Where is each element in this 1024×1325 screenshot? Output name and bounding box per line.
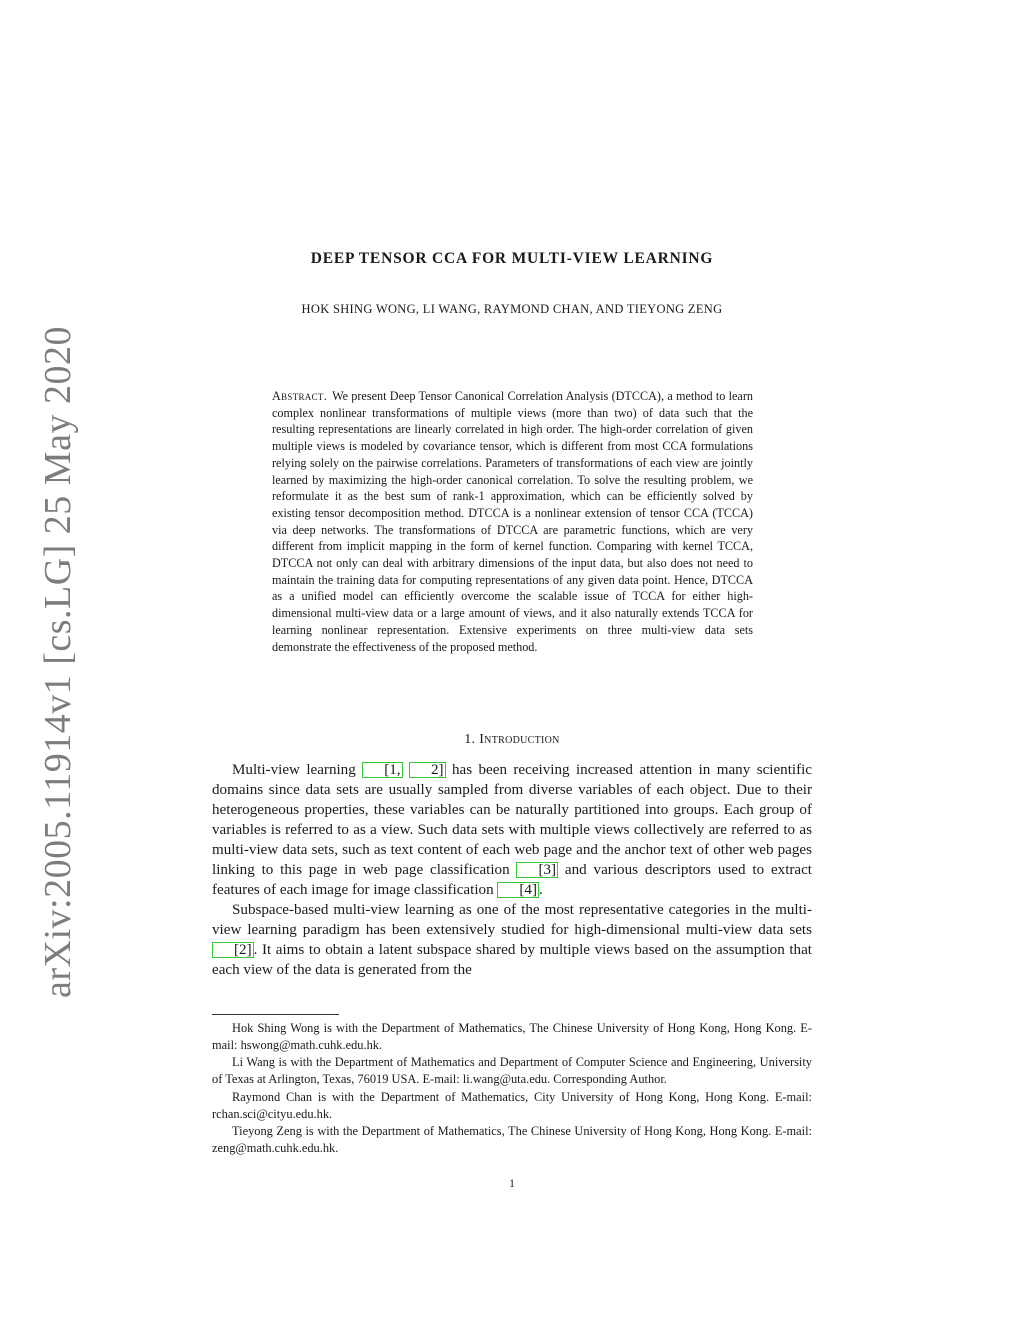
intro-text: Subspace-based multi-view learning as one of the most representative categories in the multi-view learning paradigm has been extensively studied for high-dimensional multi-view data sets: [212, 902, 812, 938]
citation-link[interactable]: [1,: [362, 762, 402, 778]
citation-link[interactable]: 2]: [409, 762, 446, 778]
citation-link[interactable]: [2]: [212, 942, 254, 958]
abstract-label: Abstract.: [272, 389, 328, 403]
footnote: Hok Shing Wong is with the Department of Mathematics, The Chinese University of Hong Kong, Hong Kong. E-mail: hswong@math.cuhk.edu.hk.: [212, 1021, 812, 1052]
abstract: [272, 388, 753, 655]
footnote-divider: [212, 1014, 339, 1015]
intro-text: . It aims to obtain a latent subspace shared by multiple views based on the assumption that each view of the data is generated from the: [212, 942, 812, 978]
citation-link[interactable]: [4]: [497, 882, 539, 898]
footnote: Raymond Chan is with the Department of Mathematics, City University of Hong Kong, Hong Kong. E-mail: rchan.sci@cityu.edu.hk.: [212, 1089, 812, 1121]
footnote: Tieyong Zeng is with the Department of Mathematics, The Chinese University of Hong Kong, Hong Kong. E-mail: zeng@math.cuhk.edu.hk.: [212, 1124, 812, 1155]
intro-paragraph-1: [212, 760, 812, 900]
introduction-body: [212, 760, 812, 980]
arxiv-stamp: arXiv:2005.11914v1 [cs.LG] 25 May 2020: [37, 326, 79, 998]
intro-text: Multi-view learning: [232, 762, 363, 778]
citation-link[interactable]: [3]: [516, 862, 558, 878]
paper-title: DEEP TENSOR CCA FOR MULTI-VIEW LEARNING: [310, 250, 714, 267]
abstract-text: We present Deep Tensor Canonical Correlation Analysis (DTCCA), a method to learn complex nonlinear transformations of multiple views (more than two) of data such that the resulting representations are linearly correlated in high order. The high-order correlation of given multiple views is modeled by covariance tensor, which is different from most CCA formulations relying solely on the pairwise correlations. Parameters of transformations of each view are jointly learned by maximizing the high-order canonical correlation. To solve the resulting problem, we reformulate it as the best sum of rank-1 approximation, which can be efficiently solved by existing tensor decomposition method. DTCCA is a nonlinear extension of tensor CCA (TCCA) via deep networks. The transformations of DTCCA are parametric functions, which are very different from implicit mapping in the form of kernel function. Comparing with kernel TCCA, DTCCA not only can deal with arbitrary dimensions of the input data, but also does not need to maintain the training data for computing representations of any given data point. Hence, DTCCA as a unified model can efficiently overcome the scalable issue of TCCA for either high-dimensional multi-view data or a large amount of views, and it also naturally extends TCCA for learning nonlinear representation. Extensive experiments on three multi-view data sets demonstrate the effectiveness of the proposed method.: [272, 389, 753, 654]
footnote: Li Wang is with the Department of Mathematics and Department of Computer Science and Engineering, University of Texas at Arlington, Texas, 76019 USA. E-mail: li.wang@uta.edu. Corresponding Author.: [212, 1055, 812, 1087]
section-heading-introduction: [212, 732, 812, 748]
section-number: 1.: [464, 732, 476, 747]
intro-paragraph-2: [212, 900, 812, 980]
intro-text: has been receiving increased attention in many scientific domains since data sets are usually sampled from diverse variables of each object. Due to their heterogeneous properties, these variables can be naturally partitioned into groups. Each group of variables is referred to as a view. Such data sets with multiple views collectively are referred to as multi-view data sets, such as text content of each web page and the anchor text of other web pages linking to this page in web page classification: [212, 762, 813, 878]
author-list: HOK SHING WONG, LI WANG, RAYMOND CHAN, AND TIEYONG ZENG: [301, 302, 723, 316]
footnotes: [212, 1020, 812, 1158]
intro-text: and various descriptors used to extract features of each image for image classification: [212, 862, 813, 898]
section-title: Introduction: [479, 732, 560, 747]
page-number: 1: [509, 1178, 515, 1190]
intro-text: .: [539, 882, 543, 898]
